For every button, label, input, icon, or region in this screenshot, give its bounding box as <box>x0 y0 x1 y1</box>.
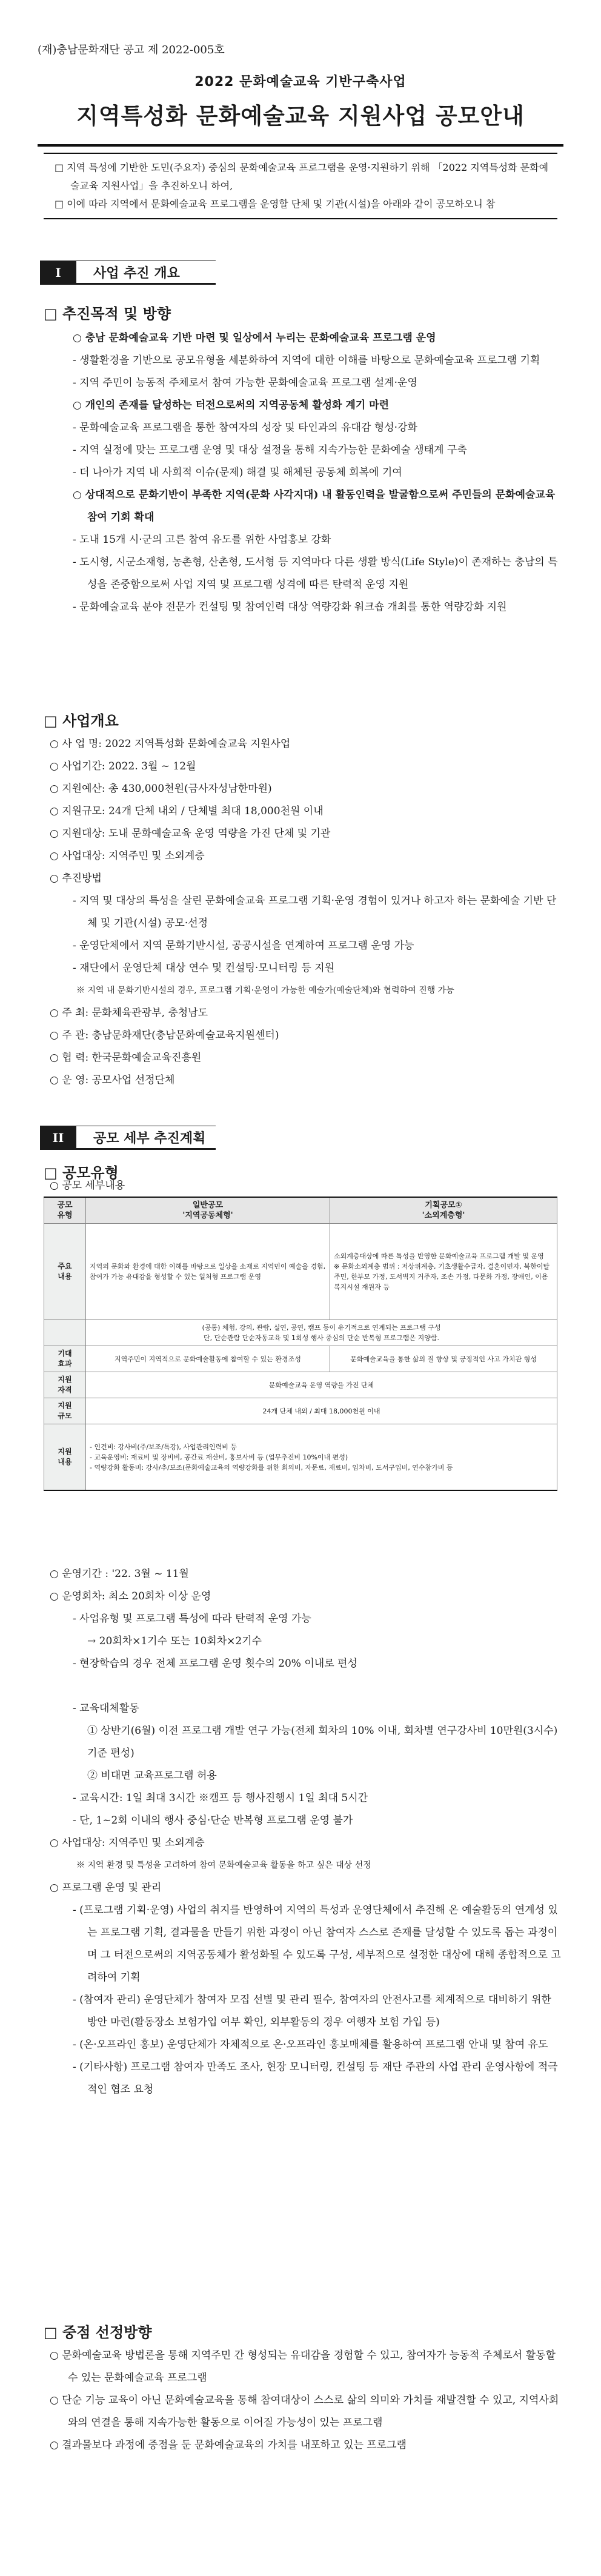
operation-list <box>50 1563 563 2101</box>
list-item: ○ 지원예산: 총 430,000천원(금사자성남한마원) <box>50 783 272 795</box>
section-header-1 <box>40 261 216 285</box>
list-item: ○ 상대적으로 문화기반이 부족한 지역(문화 사각지대) 내 활동인력을 발굴함으로써 주민들의 문화예술교육 참여 기회 확대 <box>73 489 556 523</box>
table-cell: 24개 단체 내외 / 최대 18,000천원 이내 <box>86 1398 557 1424</box>
list-item: ○ 지원대상: 도내 문화예술교육 운영 역량을 가진 단체 및 기관 <box>50 828 331 840</box>
section-title: 사업 추진 개요 <box>76 261 216 285</box>
table-row <box>44 1398 557 1424</box>
types-subheading <box>50 1177 563 1195</box>
table-row <box>44 1424 557 1491</box>
table-row <box>44 1346 557 1372</box>
list-item: ○ 주 관: 충남문화재단(충남문화예술교육지원센터) <box>50 1029 279 1041</box>
list-item <box>50 1675 563 1698</box>
list-item: - 지역 주민이 능동적 주체로서 참여 가능한 문화예술교육 프로그램 설계·운영 <box>73 377 417 389</box>
section-number: II <box>40 1126 76 1150</box>
intro-box <box>44 153 557 219</box>
list-item: ② 비대면 교육프로그램 허용 <box>87 1770 217 1782</box>
intro-line: □ 이에 따라 지역에서 문화예술교육 프로그램을 운영할 단체 및 기관(시설)을 아래와 같이 공모하오니 참 <box>55 198 496 210</box>
list-item: ○ 충남 문화예술교육 기반 마련 및 일상에서 누리는 문화예술교육 프로그램 운영 <box>73 332 436 344</box>
table-row-label: 지원 자격 <box>44 1372 86 1398</box>
list-item: ○ 지원규모: 24개 단체 내외 / 단체별 최대 18,000천원 이내 <box>50 805 324 817</box>
table-cell: 소외계층대상에 따른 특성을 반영한 문화예술교육 프로그램 개발 및 운영 ※ 문화소외계층 범위 : 저상위계층, 기초생활수급자, 결혼이민자, 북한이탈주민, 한부모 가정, 도서벽지 거주자, 조손 가정, 다문화 가정, 장애인, 이용복지시설 재원자 등 <box>330 1224 557 1320</box>
list-item: ○ 결과물보다 과정에 중점을 둔 문화예술교육의 가치를 내포하고 있는 프로그램 <box>50 2439 407 2451</box>
overview-list <box>50 733 563 1092</box>
table-header-cell: 공모 유형 <box>44 1197 86 1224</box>
table-row-label: 지원 규모 <box>44 1398 86 1424</box>
table-row <box>44 1320 557 1346</box>
list-item: ① 상반기(6월) 이전 프로그램 개발 연구 가능(전체 회차의 10% 이내, 회차별 연구강사비 10만원(3시수) 기준 편성) <box>87 1725 558 1759</box>
list-item: - 도시형, 시군소재형, 농촌형, 산촌형, 도서형 등 지역마다 다른 생활 방식(Life Style)이 존재하는 충남의 특성을 존중함으로써 사업 지역 및 프로그램 성격에 따른 탄력적 운영 지원 <box>73 556 558 591</box>
list-item: - (참여자 관리) 운영단체가 참여자 모집 선별 및 관리 필수, 참여자의 안전사고를 체계적으로 대비하기 위한 방안 마련(활동장소 보험가입 여부 확인, 외부활동의 경우 여행자 보험 가입 등) <box>73 1994 551 2028</box>
list-item: ○ 사업대상: 지역주민 및 소외계층 <box>50 850 205 862</box>
table-cell: - 인건비: 강사비(주/보조/특강), 사업관리인력비 등 - 교육운영비: 재료비 및 장비비, 공간료 재산비, 홍보사비 등 (업무추진비 10%이내 편성) - 역량강화 활동비: 강사/추/보조(문화예술교육의 역량강화를 위한 회의비, 자문료, 재료비, 임차비, 도서구입비, 연수참가비 등 <box>86 1424 557 1491</box>
list-item: - 문화예술교육 프로그램을 통한 참여자의 성장 및 타인과의 유대감 형성·강화 <box>73 422 417 434</box>
types-heading: □ 공모유형 <box>44 1164 119 1181</box>
table-header-row <box>44 1197 557 1224</box>
list-item: ○ 사 업 명: 2022 지역특성화 문화예술교육 지원사업 <box>50 738 291 750</box>
list-item: - 운영단체에서 지역 문화기반시설, 공공시설을 연계하여 프로그램 운영 가능 <box>73 940 414 952</box>
list-item: - 도내 15개 시·군의 고른 참여 유도를 위한 사업홍보 강화 <box>73 534 331 546</box>
list-item: ○ 단순 기능 교육이 아닌 문화예술교육을 통해 참여대상이 스스로 삶의 의미와 가치를 재발견할 수 있고, 지역사회와의 연결을 통해 지속가능한 활동으로 이어질 가능성이 있는 프로그램 <box>50 2394 559 2429</box>
table-cell: 지역의 문화와 환경에 대한 이해를 바탕으로 일상을 소재로 지역민이 예술을 경험, 참여가 가능 유대감을 형성할 수 있는 일처형 프로그램 운영 <box>86 1224 330 1320</box>
title-divider <box>38 144 563 147</box>
focus-heading: □ 중점 선정방향 <box>44 2324 152 2341</box>
table-row <box>44 1224 557 1320</box>
page-subtitle: 2022 문화예술교육 기반구축사업 <box>194 75 407 90</box>
list-item: - 단, 1~2회 이내의 행사 중심·단순 반복형 프로그램 운영 불가 <box>73 1814 353 1827</box>
title-block <box>0 71 601 130</box>
list-item: ○ 사업기간: 2022. 3월 ~ 12월 <box>50 760 196 772</box>
table-header-cell: 일반공모 '지역공동체형' <box>86 1197 330 1224</box>
list-item: ○ 운 영: 공모사업 선정단체 <box>50 1074 175 1086</box>
list-item: - 재단에서 운영단체 대상 연수 및 컨설팅·모니터링 등 지원 <box>73 962 335 974</box>
list-item: - (기타사항) 프로그램 참여자 만족도 조사, 현장 모니터링, 컨설팅 등 재단 주관의 사업 관리 운영사항에 적극적인 협조 요청 <box>73 2061 558 2096</box>
recruit-type-table <box>44 1197 557 1491</box>
table-header-cell: 기획공모① '소외계층형' <box>330 1197 557 1224</box>
list-item: - 문화예술교육 분야 전문가 컨설팅 및 참여인력 대상 역량강화 워크숍 개최를 통한 역량강화 지원 <box>73 601 507 613</box>
page-title: 지역특성화 문화예술교육 지원사업 공모안내 <box>76 103 525 129</box>
intro-line: □ 지역 특성에 기반한 도민(주요자) 중심의 문화예술교육 프로그램을 운영·지원하기 위해 「2022 지역특성화 문화예술교육 지원사업」을 추진하오니 하여, <box>55 162 549 191</box>
table-row <box>44 1372 557 1398</box>
list-item: - 더 나아가 지역 내 사회적 이슈(문제) 해결 및 해체된 공동체 회복에 기여 <box>73 466 402 479</box>
overview-heading: □ 사업개요 <box>44 712 119 729</box>
list-item: ○ 운영회차: 최소 20회차 이상 운영 <box>50 1590 211 1602</box>
table-row-label: 지원 내용 <box>44 1424 86 1491</box>
list-item: ○ 주 최: 문화체육관광부, 충청남도 <box>50 1007 208 1019</box>
section-number: I <box>40 261 76 285</box>
list-item: - 사업유형 및 프로그램 특성에 따라 탄력적 운영 가능 <box>73 1613 311 1625</box>
table-cell: 지역주민이 지역적으로 문화예술활동에 참여할 수 있는 환경조성 <box>86 1346 330 1372</box>
section-title: 공모 세부 추진계획 <box>76 1126 216 1150</box>
list-item: ○ 개인의 존재를 달성하는 터전으로써의 지역공동체 활성화 계기 마련 <box>73 399 389 411</box>
table-cell: (공통) 체험, 강의, 관람, 실연, 공연, 캠프 등이 유기적으로 연계되는 프로그램 구성 단, 단순관람 단순자동교육 및 1회성 행사 중심의 단순 반복형 프로그램은 지양함. <box>86 1320 557 1346</box>
list-item: ○ 문화예술교육 방법론을 통해 지역주민 간 형성되는 유대감을 경험할 수 있고, 참여자가 능동적 주체로서 활동할 수 있는 문화예술교육 프로그램 <box>50 2349 556 2384</box>
list-item: ※ 지역 환경 및 특성을 고려하여 참여 문화예술교육 활동을 하고 싶은 대상 선정 <box>76 1861 371 1870</box>
purpose-heading: □ 추진목적 및 방향 <box>44 305 171 322</box>
list-item: - 지역 실정에 맞는 프로그램 운영 및 대상 설정을 통해 지속가능한 문화예술 생태계 구축 <box>73 444 467 456</box>
notice-number: (재)충남문화재단 공고 제 2022-005호 <box>38 44 225 56</box>
list-item: - 지역 및 대상의 특성을 살린 문화예술교육 프로그램 기획·운영 경험이 있거나 하고자 하는 문화예술 기반 단체 및 기관(시설) 공모·선정 <box>73 895 557 929</box>
list-item: ○ 운영기간 : '22. 3월 ~ 11월 <box>50 1568 189 1580</box>
table-row-label: 기대 효과 <box>44 1346 86 1372</box>
list-item: - (프로그램 기획·운영) 사업의 취지를 반영하여 지역의 특성과 운영단체에서 추진해 온 예술활동의 연계성 있는 프로그램 기획, 결과물을 만들기 위한 과정이 아닌 참여자 스스로 존재를 달성할 수 있도록 돕는 과정이며 그 터전으로써의 지역공동체가 활성화될 수 있도록 구성, 세부적으로 설정한 대상에 대해 종합적으로 고려하여 기획 <box>73 1904 561 1983</box>
list-item: - 생활환경을 기반으로 공모유형을 세분화하여 지역에 대한 이해를 바탕으로 문화예술교육 프로그램 기획 <box>73 354 540 367</box>
table-cell: 문화예술교육 운영 역량을 가진 단체 <box>86 1372 557 1398</box>
list-item: ※ 지역 내 문화기반시설의 경우, 프로그램 기획·운영이 가능한 예술가(예술단체)와 협력하여 진행 가능 <box>76 986 454 995</box>
list-item: ○ 사업대상: 지역주민 및 소외계층 <box>50 1837 205 1849</box>
list-item: - 현장학습의 경우 전체 프로그램 운영 횟수의 20% 이내로 편성 <box>73 1658 357 1670</box>
section-header-2 <box>40 1126 216 1150</box>
list-item: - 교육시간: 1일 최대 3시간 ※캠프 등 행사진행시 1일 최대 5시간 <box>73 1792 368 1804</box>
purpose-list <box>50 327 563 619</box>
table-row-label: 주요 내용 <box>44 1224 86 1320</box>
types-subheading-text: ○ 공모 세부내용 <box>50 1180 125 1192</box>
focus-list <box>50 2345 563 2457</box>
list-item: ○ 협 력: 한국문화예술교육진흥원 <box>50 1052 202 1064</box>
list-item: - (온·오프라인 홍보) 운영단체가 자체적으로 온·오프라인 홍보매체를 활용하여 프로그램 안내 및 참여 유도 <box>73 2039 548 2051</box>
list-item: ○ 추진방법 <box>50 872 102 885</box>
list-item: → 20회차×1기수 또는 10회차×2기수 <box>87 1635 262 1647</box>
table-cell: 문화예술교육을 통한 삶의 질 향상 및 긍정적인 사고 가치관 형성 <box>330 1346 557 1372</box>
list-item: ○ 프로그램 운영 및 관리 <box>50 1882 162 1894</box>
table-row-label <box>44 1320 86 1346</box>
list-item: - 교육대체활동 <box>73 1702 139 1715</box>
